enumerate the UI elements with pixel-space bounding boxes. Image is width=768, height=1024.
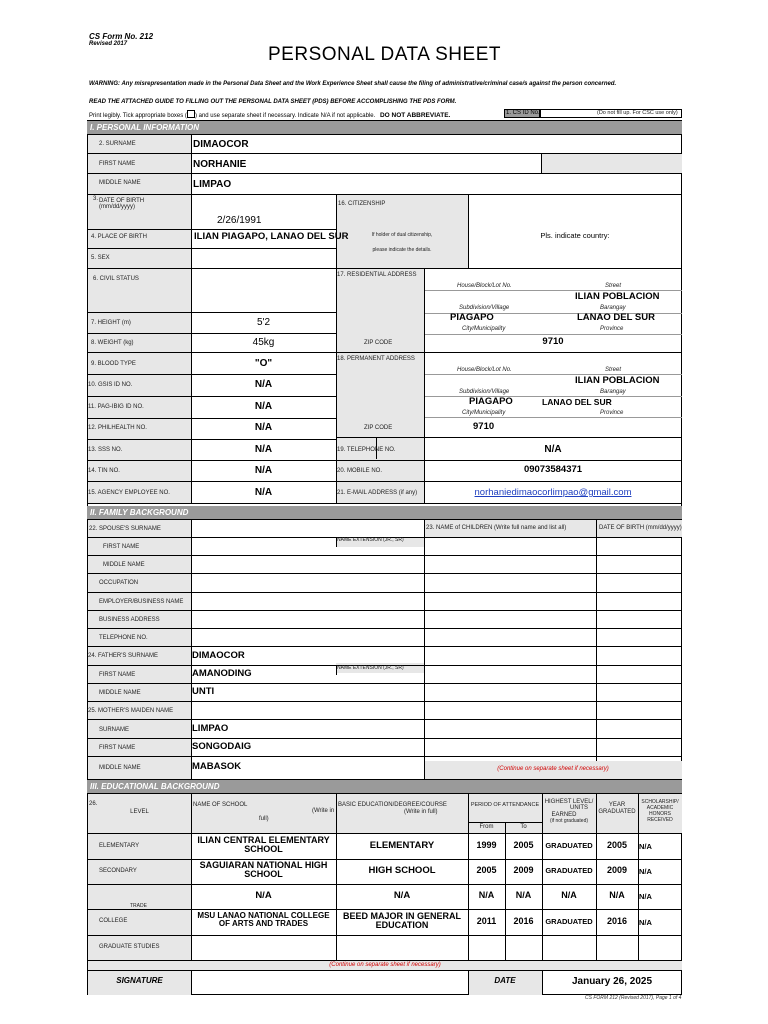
occupation-label: OCCUPATION <box>99 580 139 586</box>
to-header: To <box>520 824 527 830</box>
education-level-column <box>88 833 191 960</box>
res-zip-value: 9710 <box>542 336 564 347</box>
to-cell: 2016 <box>513 916 534 926</box>
mother-first-label: FIRST NAME <box>99 745 136 751</box>
units-header-4: (if not graduated) <box>549 818 589 824</box>
sex-label: 5. SEX <box>91 255 110 261</box>
course-cell: N/A <box>393 890 411 901</box>
employer-label: EMPLOYER/BUSINESS NAME <box>99 599 184 605</box>
tick-box-icon <box>187 110 195 118</box>
dual-citizen-note-2: please indicate the details. <box>372 247 432 253</box>
pagibig-value: N/A <box>254 401 273 412</box>
from-cell: N/A <box>478 890 495 900</box>
father-surname-value: DIMAOCOR <box>192 650 245 661</box>
warning-text: WARNING: Any misrepresentation made in the Personal Data Sheet and the Work Experience Sheet shall cause the filing of administrative/criminal case/s against the person concerned. <box>89 81 617 87</box>
level-cell: TRADE <box>130 903 147 909</box>
sss-value: N/A <box>254 444 273 455</box>
mother-maiden-label: 25. MOTHER'S MAIDEN NAME <box>88 708 174 714</box>
units-cell: GRADUATED <box>545 866 593 875</box>
level-cell: COLLEGE <box>99 918 128 924</box>
school-cell: MSU LANAO NATIONAL COLLEGE OF ARTS AND TRADES <box>197 911 330 929</box>
signature-label: SIGNATURE <box>116 976 163 985</box>
country-label: Pls. indicate country: <box>540 231 610 240</box>
tin-value: N/A <box>254 465 273 476</box>
page-title: PERSONAL DATA SHEET <box>268 44 501 65</box>
res-barangay-value: ILIAN POBLACION <box>575 291 660 302</box>
telephone-value: N/A <box>544 444 562 455</box>
father-first-value: AMANODING <box>192 668 252 679</box>
gsis-label: 10. GSIS ID NO. <box>88 382 133 388</box>
res-subdivision-sub: Subdivision/Village <box>459 305 510 311</box>
dob-number: 3. <box>93 196 99 202</box>
honors-cell: N/A <box>639 892 652 901</box>
father-middle-value: UNTI <box>192 686 215 697</box>
email-link[interactable]: norhaniedimaocorlimpao@gmail.com <box>474 487 632 498</box>
res-street-sub: Street <box>605 283 622 289</box>
agency-no-label: 15. AGENCY EMPLOYEE NO. <box>88 490 170 496</box>
family-continue-note: (Continue on separate sheet if necessary) <box>497 766 609 772</box>
perm-subdivision-sub: Subdivision/Village <box>459 389 510 395</box>
units-cell: GRADUATED <box>545 917 593 926</box>
email-label: 21. E-MAIL ADDRESS (if any) <box>337 490 418 496</box>
blood-type-label: 9. BLOOD TYPE <box>91 361 136 367</box>
children-label: 23. NAME of CHILDREN (Write full name and list all) <box>426 525 567 531</box>
education-number: 26. <box>89 801 98 807</box>
perm-barangay-value: ILIAN POBLACION <box>575 375 660 386</box>
philhealth-label: 12. PHILHEALTH NO. <box>88 425 147 431</box>
pob-value: ILIAN PIAGAPO, LANAO DEL SUR <box>194 231 349 242</box>
school-cell: N/A <box>255 890 272 901</box>
from-cell: 1999 <box>476 840 497 850</box>
philhealth-value: N/A <box>254 422 273 433</box>
perm-barangay-sub: Barangay <box>600 389 626 395</box>
honors-cell: N/A <box>639 918 652 927</box>
mother-surname-value: LIMPAO <box>192 723 229 734</box>
period-header: PERIOD OF ATTENDANCE <box>470 802 540 808</box>
weight-label: 8. WEIGHT (kg) <box>91 340 134 346</box>
res-barangay-sub: Barangay <box>600 305 626 311</box>
honors-header-1: SCHOLARSHIP/ <box>641 799 679 805</box>
date-label: DATE <box>494 976 516 985</box>
middle-name-label: MIDDLE NAME <box>99 180 141 186</box>
pob-label: 4. PLACE OF BIRTH <box>91 234 147 240</box>
spouse-middle-label: MIDDLE NAME <box>103 562 145 568</box>
to-cell: N/A <box>515 890 532 900</box>
year-cell: 2009 <box>606 865 628 875</box>
dob-format: (mm/dd/yyyy) <box>99 204 135 210</box>
from-cell: 2011 <box>476 916 497 926</box>
units-cell: GRADUATED <box>545 841 593 850</box>
gsis-value: N/A <box>254 379 273 390</box>
education-continue-note: (Continue on separate sheet if necessary) <box>329 962 441 968</box>
business-address-label: BUSINESS ADDRESS <box>99 617 160 623</box>
units-header-3: EARNED <box>551 812 577 818</box>
level-cell: ELEMENTARY <box>99 843 140 849</box>
perm-zip-value: 9710 <box>473 421 495 432</box>
name-extension-area <box>541 153 682 173</box>
units-cell: N/A <box>561 890 577 900</box>
res-city-sub: City/Municipality <box>462 326 506 332</box>
mother-middle-label: MIDDLE NAME <box>99 765 141 771</box>
surname-label: 2. SURNAME <box>99 141 136 147</box>
course-header: BASIC EDUCATION/DEGREE/COURSE <box>338 802 447 808</box>
height-value: 5'2 <box>256 317 271 328</box>
year-header-2: GRADUATED <box>598 809 636 815</box>
perm-house-sub: House/Block/Lot No. <box>457 367 512 373</box>
agency-no-value: N/A <box>254 487 273 498</box>
spouse-telephone-label: TELEPHONE NO. <box>99 635 148 641</box>
dual-citizen-note-1: If holder of dual citizenship, <box>371 232 433 238</box>
units-header-1: HIGHEST LEVEL/ <box>544 799 594 805</box>
honors-cell: N/A <box>639 842 652 851</box>
father-middle-label: MIDDLE NAME <box>99 690 141 696</box>
section-personal-info: I. PERSONAL INFORMATION <box>87 121 682 134</box>
instructions-part2: ) and use separate sheet if necessary. Indicate N/A if not applicable. <box>194 113 376 119</box>
course-cell: HIGH SCHOOL <box>368 865 436 876</box>
res-city-value: PIAGAPO <box>450 312 494 323</box>
pagibig-label: 11. PAG-IBIG ID NO. <box>88 404 144 410</box>
from-cell: 2005 <box>476 865 497 875</box>
course-cell: ELEMENTARY <box>369 840 435 851</box>
mother-surname-label: SURNAME <box>99 727 130 733</box>
res-province-value: LANAO DEL SUR <box>577 312 655 323</box>
telephone-label: 19. TELEPHONE NO. <box>337 447 396 453</box>
res-province-sub: Province <box>600 326 624 332</box>
mobile-label: 20. MOBILE NO. <box>337 468 383 474</box>
sss-label: 13. SSS NO. <box>88 447 123 453</box>
dob-label: DATE OF BIRTH <box>99 198 145 204</box>
tin-label: 14. TIN NO. <box>88 468 120 474</box>
spouse-ext-label: NAME EXTENSION (JR., SR) <box>337 537 404 543</box>
year-cell: 2005 <box>606 840 628 850</box>
school-header-write: (Write in <box>312 808 335 814</box>
pds-page <box>87 32 684 1001</box>
blood-type-value: "O" <box>254 358 273 369</box>
level-header: LEVEL <box>130 809 149 815</box>
to-cell: 2005 <box>513 840 534 850</box>
honors-header-4: RECEIVED <box>647 817 673 823</box>
school-cell: ILIAN CENTRAL ELEMENTARY SCHOOL <box>197 835 330 854</box>
school-cell: SAGUIARAN NATIONAL HIGH SCHOOL <box>199 860 328 879</box>
honors-cell: N/A <box>639 867 652 876</box>
father-first-label: FIRST NAME <box>99 672 136 678</box>
section-family-background: II. FAMILY BACKGROUND <box>87 506 682 519</box>
instructions-text <box>89 110 450 120</box>
weight-value: 45kg <box>252 337 275 348</box>
honors-header-3: HONORS <box>649 811 671 817</box>
signature-field[interactable] <box>192 971 467 995</box>
citizenship-label: 16. CITIZENSHIP <box>338 201 386 207</box>
residential-address-label: 17. RESIDENTIAL ADDRESS <box>337 272 417 278</box>
res-house-sub: House/Block/Lot No. <box>457 283 512 289</box>
course-header-write: (Write in full) <box>404 809 438 815</box>
page-footer-note: CS FORM 212 (Revised 2017), Page 1 of 4 <box>585 995 682 1001</box>
revised-label: Revised 2017 <box>89 41 128 47</box>
level-cell: GRADUATE STUDIES <box>99 944 160 950</box>
perm-province-sub: Province <box>600 410 624 416</box>
mobile-value: 09073584371 <box>523 464 583 475</box>
children-dob-label: DATE OF BIRTH (mm/dd/yyyy) <box>599 525 682 531</box>
year-cell: 2016 <box>606 916 628 926</box>
perm-city-sub: City/Municipality <box>462 410 506 416</box>
section-educational-background: III. EDUCATIONAL BACKGROUND <box>87 780 682 793</box>
middle-name-value: LIMPAO <box>193 179 232 190</box>
from-header: From <box>479 824 494 830</box>
father-ext-label: NAME EXTENSION (JR., SR) <box>337 665 404 671</box>
height-label: 7. HEIGHT (m) <box>91 320 131 326</box>
no-abbreviate-note: DO NOT ABBREVIATE. <box>379 112 451 119</box>
permanent-address-label: 18. PERMANENT ADDRESS <box>337 356 415 362</box>
perm-street-sub: Street <box>605 367 622 373</box>
surname-value: DIMAOCOR <box>193 139 249 150</box>
first-name-label: FIRST NAME <box>99 161 136 167</box>
first-name-value: NORHANIE <box>193 159 247 170</box>
to-cell: 2009 <box>513 865 534 875</box>
civil-status-label: 6. CIVIL STATUS <box>93 276 139 282</box>
instructions-part1: Print legibly. Tick appropriate boxes ( <box>89 113 187 119</box>
date-value: January 26, 2025 <box>571 976 653 987</box>
form-number: CS Form No. 212 <box>89 32 154 41</box>
units-header-2: UNITS <box>570 805 588 811</box>
perm-zip-label: ZIP CODE <box>364 425 393 431</box>
perm-city-value: PIAGAPO <box>469 396 513 407</box>
honors-header-2: ACADEMIC <box>646 805 674 811</box>
csc-use-note: (Do not fill up. For CSC use only) <box>597 110 678 116</box>
mother-middle-value: MABASOK <box>192 761 242 772</box>
school-header: NAME OF SCHOOL <box>193 802 248 808</box>
level-cell: SECONDARY <box>99 868 137 874</box>
father-surname-label: 24. FATHER'S SURNAME <box>88 653 159 659</box>
perm-province-value: LANAO DEL SUR <box>542 397 612 407</box>
dob-value: 2/26/1991 <box>217 215 262 226</box>
spouse-surname-label: 22. SPOUSE'S SURNAME <box>89 526 161 532</box>
spouse-first-label: FIRST NAME <box>103 544 140 550</box>
res-zip-label: ZIP CODE <box>364 340 393 346</box>
school-header-full: full) <box>259 816 269 822</box>
course-cell: BEED MAJOR IN GENERAL EDUCATION <box>342 911 461 930</box>
guide-text: READ THE ATTACHED GUIDE TO FILLING OUT THE PERSONAL DATA SHEET (PDS) BEFORE ACCOMPLISHING THE PDS FORM. <box>89 99 457 105</box>
year-header-1: YEAR <box>608 802 626 808</box>
cs-id-label: 1. CS ID No. <box>506 110 540 116</box>
year-cell: N/A <box>609 890 625 900</box>
mother-first-value: SONGODAIG <box>192 741 252 752</box>
